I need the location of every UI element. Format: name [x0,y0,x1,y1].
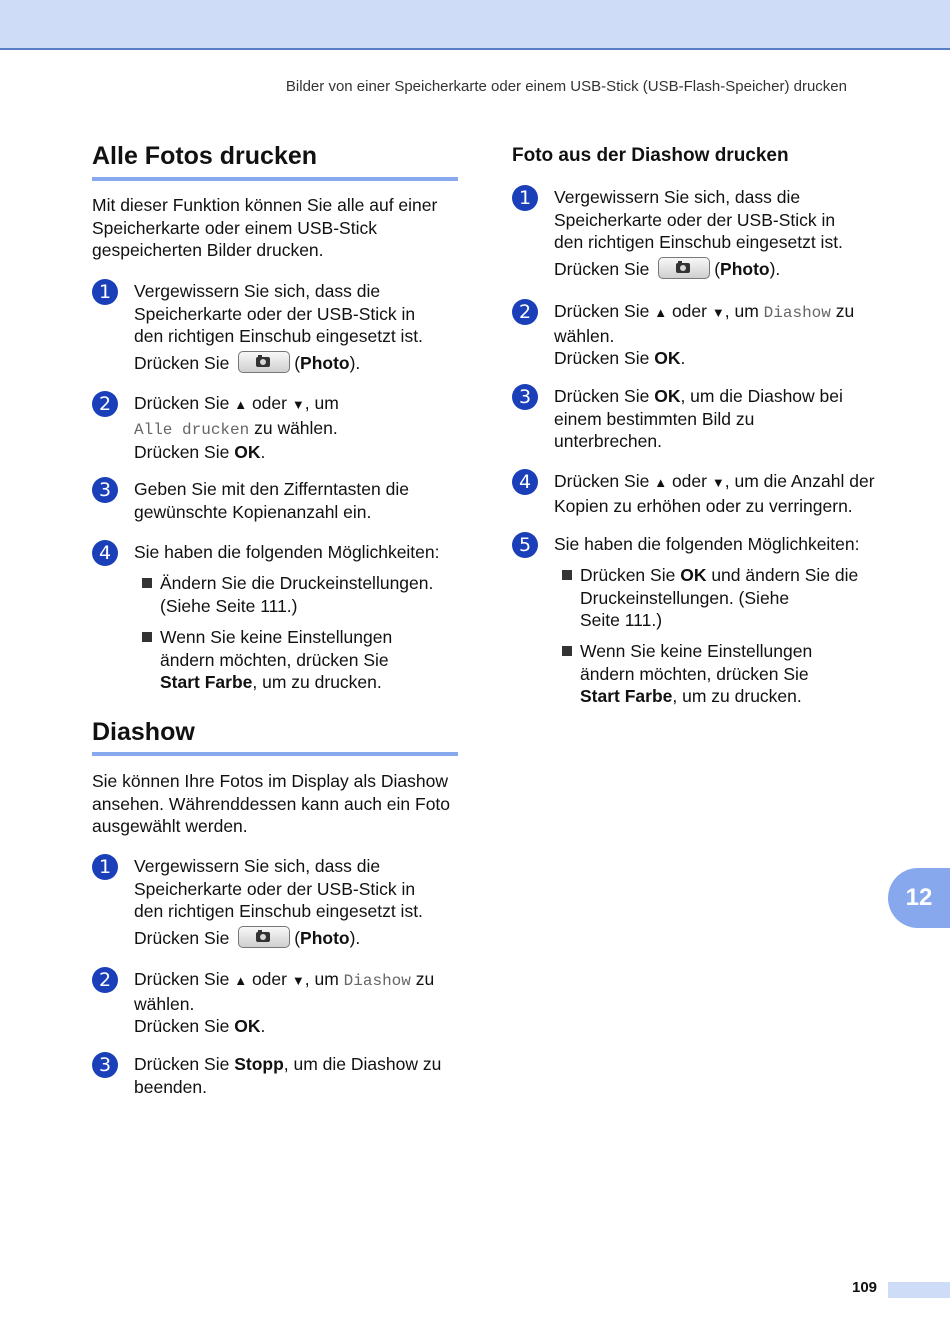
bullet-text [580,640,890,708]
text: oder [251,969,287,989]
lcd-text: Diashow [763,304,831,322]
text: . [260,1016,266,1036]
text: . [260,442,266,462]
key-name: OK [234,442,261,462]
camera-icon [256,932,270,942]
step-text [554,300,884,370]
text-line: den richtigen Einschub eingesetzt ist. [554,232,843,252]
text: Drücken Sie [134,969,230,989]
text: Drücken Sie [554,348,650,368]
press-label: Drücken Sie [134,928,230,948]
key-name: OK [680,565,707,585]
text: , um zu drucken. [252,672,382,692]
text: zu [415,969,435,989]
text: Drücken Sie [580,565,676,585]
page-number: 109 [852,1279,878,1296]
key-name: OK [234,1016,261,1036]
text: Drücken Sie [554,471,650,491]
text-line: Vergewissern Sie sich, dass die [134,281,381,301]
text: oder [251,393,287,413]
step-text [134,280,464,348]
step-number-badge: 2 [512,299,538,325]
bullet-text [160,626,470,694]
paren: ). [769,259,781,279]
text: Drücken Sie [554,386,650,406]
photo-key-button [658,257,710,279]
text-line: (Siehe Seite 111.) [160,595,298,616]
bullet-text [160,572,470,617]
step-text: Sie haben die folgenden Möglichkeiten: [554,534,860,554]
section-title-alle-fotos: Alle Fotos drucken [92,142,318,170]
step-text [554,385,884,453]
text: zu wählen. [254,417,338,438]
text-line: einem bestimmten Bild zu [554,408,755,429]
key-name: Photo [300,353,350,373]
step-number-badge: 2 [92,391,118,417]
text-line: Geben Sie mit den Zifferntasten die [134,479,409,499]
text: , um die Diashow bei [680,386,843,406]
step-number-badge: 3 [92,477,118,503]
key-name: Start Farbe [160,672,253,692]
paren: ). [349,353,361,373]
key-name: OK [654,348,681,368]
text: , um die Anzahl der [724,471,875,491]
text-line: wählen. [554,325,615,346]
paren: ( [714,259,721,279]
up-arrow-icon: ▲ [654,475,668,490]
step-number-badge: 5 [512,532,538,558]
photo-key-button [238,926,290,948]
text-line: Seite 111.) [580,610,663,630]
running-head: Bilder von einer Speicherkarte oder einem USB-Stick (USB-Flash-Speicher) drucken [285,78,847,95]
up-arrow-icon: ▲ [654,305,668,320]
step-text [554,186,884,254]
press-photo-line [134,352,464,375]
text: , um zu drucken. [672,686,802,706]
down-arrow-icon: ▼ [291,973,305,988]
press-label: Drücken Sie [134,353,230,373]
section-rule [92,752,458,756]
text-line: Wenn Sie keine Einstellungen [160,627,393,647]
chapter-tab: 12 [888,868,950,928]
key-name: OK [654,386,681,406]
text-line: Wenn Sie keine Einstellungen [580,641,813,661]
step-text [134,392,464,464]
up-arrow-icon: ▲ [234,397,248,412]
text-line: Speicherkarte oder der USB-Stick in [134,878,416,899]
step-text [554,470,884,517]
step-number-badge: 4 [512,469,538,495]
text-line: Kopien zu erhöhen oder zu verringern. [554,495,853,516]
text: , um [304,393,339,413]
paren: ( [294,353,301,373]
text-line: ändern möchten, drücken Sie [580,663,809,684]
text: . [680,348,686,368]
paren: ( [294,928,301,948]
text: Drücken Sie [134,1054,230,1074]
step-text [134,968,464,1038]
step-text: Sie haben die folgenden Möglichkeiten: [134,542,440,562]
section-intro: Mit dieser Funktion können Sie alle auf einer Speicherkarte oder einem USB-Stick gespeicherten Bilder drucken. [92,195,438,260]
step-text [134,1053,464,1098]
text-line: beenden. [134,1076,207,1097]
step-number-badge: 3 [92,1052,118,1078]
lcd-text: Diashow [343,972,411,990]
down-arrow-icon: ▼ [711,305,725,320]
bullet-square-icon [562,646,572,656]
text: , um [304,969,339,989]
step-number-badge: 1 [92,279,118,305]
text: oder [671,301,707,321]
key-name: Photo [300,928,350,948]
text-line: gewünschte Kopienanzahl ein. [134,501,372,522]
key-name: Start Farbe [580,686,673,706]
step-text [134,478,464,523]
text: Drücken Sie [134,1016,230,1036]
text-line: ändern möchten, drücken Sie [160,649,389,670]
step-number-badge: 1 [512,185,538,211]
text-line: Speicherkarte oder der USB-Stick in [554,209,836,230]
press-photo-line [554,258,884,281]
lcd-text: Alle drucken [134,420,250,439]
down-arrow-icon: ▼ [291,397,305,412]
text-line: Vergewissern Sie sich, dass die [554,187,801,207]
up-arrow-icon: ▲ [234,973,248,988]
section-intro: Sie können Ihre Fotos im Display als Diashow ansehen. Währenddessen kann auch ein Foto ausgewählt werden. [92,771,451,836]
text-line: Vergewissern Sie sich, dass die [134,856,381,876]
page-number-bar [888,1282,950,1298]
text: oder [671,471,707,491]
press-photo-line [134,927,464,950]
text-line: den richtigen Einschub eingesetzt ist. [134,901,423,921]
bullet-text [580,564,890,632]
text: , um [724,301,759,321]
text: und ändern Sie die [711,565,859,585]
camera-icon [676,263,690,273]
bullet-square-icon [142,578,152,588]
text-line: Druckeinstellungen. (Siehe [580,587,790,608]
step-number-badge: 3 [512,384,538,410]
key-name: Stopp [234,1054,284,1074]
text: Drücken Sie [134,442,230,462]
paren: ). [349,928,361,948]
press-label: Drücken Sie [554,259,650,279]
step-number-badge: 4 [92,540,118,566]
step-number-badge: 2 [92,967,118,993]
text-line: unterbrechen. [554,431,662,451]
section-title-diashow: Diashow [92,718,195,746]
down-arrow-icon: ▼ [711,475,725,490]
text: , um die Diashow zu [283,1054,442,1074]
text-line: Ändern Sie die Druckeinstellungen. [160,573,434,593]
text-line: wählen. [134,993,195,1014]
bullet-square-icon [562,570,572,580]
subsection-title: Foto aus der Diashow drucken [512,145,789,166]
text-line: Speicherkarte oder der USB-Stick in [134,303,416,324]
camera-icon [256,357,270,367]
header-band [0,0,950,50]
step-text [134,855,464,923]
bullet-square-icon [142,632,152,642]
text-line: den richtigen Einschub eingesetzt ist. [134,326,423,346]
section-rule [92,177,458,181]
key-name: Photo [720,259,770,279]
text: zu [835,301,855,321]
text: Drücken Sie [554,301,650,321]
photo-key-button [238,351,290,373]
text: Drücken Sie [134,393,230,413]
step-number-badge: 1 [92,854,118,880]
